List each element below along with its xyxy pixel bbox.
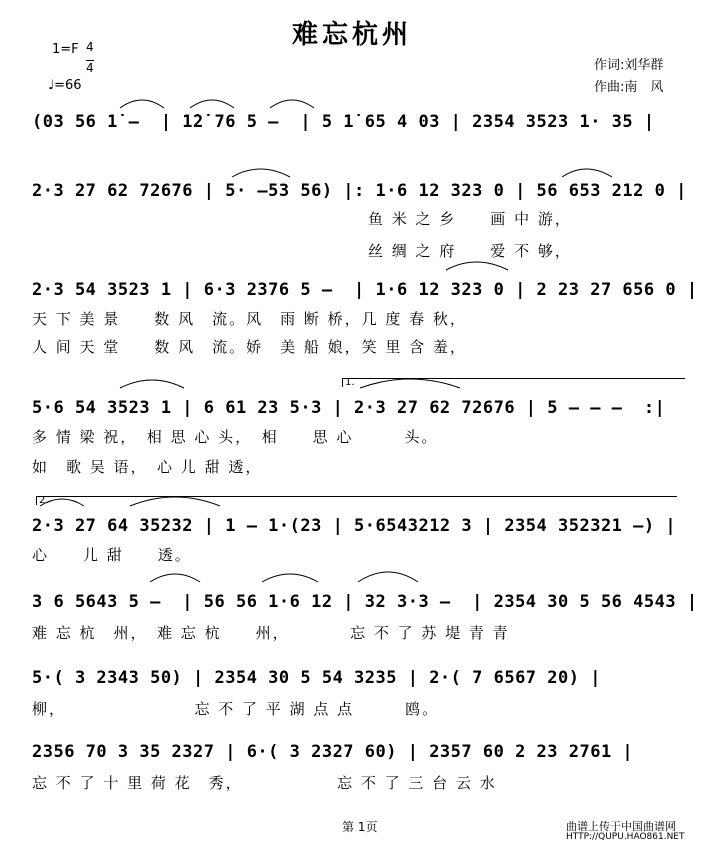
notation-row-6: 3 6 5643 5 – | 56 56 1·6 12 | 32 3·3 – | 2354 30 5 56 4543 | <box>32 592 698 612</box>
lyric-line: 如 歌 吴 语， 心 儿 甜 透， <box>32 458 263 476</box>
time-signature-top: 4 <box>86 40 94 54</box>
composer-credit: 作曲:南 风 <box>594 80 664 95</box>
lyric-line: 人 间 天 堂 数 风 流。娇 美 船 娘，笑 里 含 羞， <box>32 338 467 356</box>
volta-2-label: 2. <box>39 495 49 506</box>
lyric-line: 难 忘 杭 州， 难 忘 杭 州， 忘 不 了 苏 堤 青 青 <box>32 624 510 642</box>
volta-1-label: 1. <box>345 377 355 388</box>
notation-row-1: (03 56 1̇ – | 1̇2̇ 76 5 – | 5 1̇ 65 4 03 | 2354 3523 1· 35 | <box>32 112 655 132</box>
key-signature: 1=F <box>52 42 79 57</box>
lyricist-credit: 作词:刘华群 <box>594 58 664 73</box>
song-title: 难忘杭州 <box>291 20 412 50</box>
lyric-line: 忘 不 了 十 里 荷 花 秀， 忘 不 了 三 台 云 水 <box>32 774 497 792</box>
lyric-line: 柳， 忘 不 了 平 湖 点 点 鸥。 <box>32 700 440 718</box>
time-signature-bottom: 4 <box>86 61 94 75</box>
watermark-text: 曲谱上传于中国曲谱网 <box>566 820 676 833</box>
tempo-marking: ♩=66 <box>48 78 82 93</box>
notation-row-4: 5·6 54 3523 1 | 6 61 23 5·3 | 2·3 27 62 72676 | 5 – – – :| <box>32 398 666 418</box>
lyric-line: 心 儿 甜 透。 <box>32 546 192 564</box>
site-url: HTTP://QUPU.HAO861.NET <box>566 832 685 842</box>
lyric-line: 多 情 梁 祝， 相 思 心 头， 相 思 心 头。 <box>32 428 439 446</box>
notation-row-3: 2·3 54 3523 1 | 6·3 2376 5 – | 1·6 12 323 0 | 2 23 27 656 0 | <box>32 280 698 300</box>
lyric-line: 天 下 美 景 数 风 流。风 雨 断 桥，几 度 春 秋， <box>32 310 467 328</box>
notation-row-2: 2·3 27 62 72676 | 5· –53 56) |: 1·6 12 323 0 | 56 653 212 0 | <box>32 181 687 201</box>
page-number: 第 1页 <box>342 820 378 834</box>
notation-row-5: 2·3 27 64 35232 | 1 – 1·(23 | 5·6543212 3 | 2354 352321 –) | <box>32 516 677 536</box>
lyric-line: 鱼 米 之 乡 画 中 游， <box>368 210 572 228</box>
notation-row-8: 2356 70 3 35 2327 | 6·( 3 2327 60) | 2357 60 2 23 2761 | <box>32 742 634 762</box>
lyric-line: 丝 绸 之 府 爱 不 够， <box>368 242 572 260</box>
notation-row-7: 5·( 3 2343 50) | 2354 30 5 54 3235 | 2·( 7 6567 20) | <box>32 668 601 688</box>
